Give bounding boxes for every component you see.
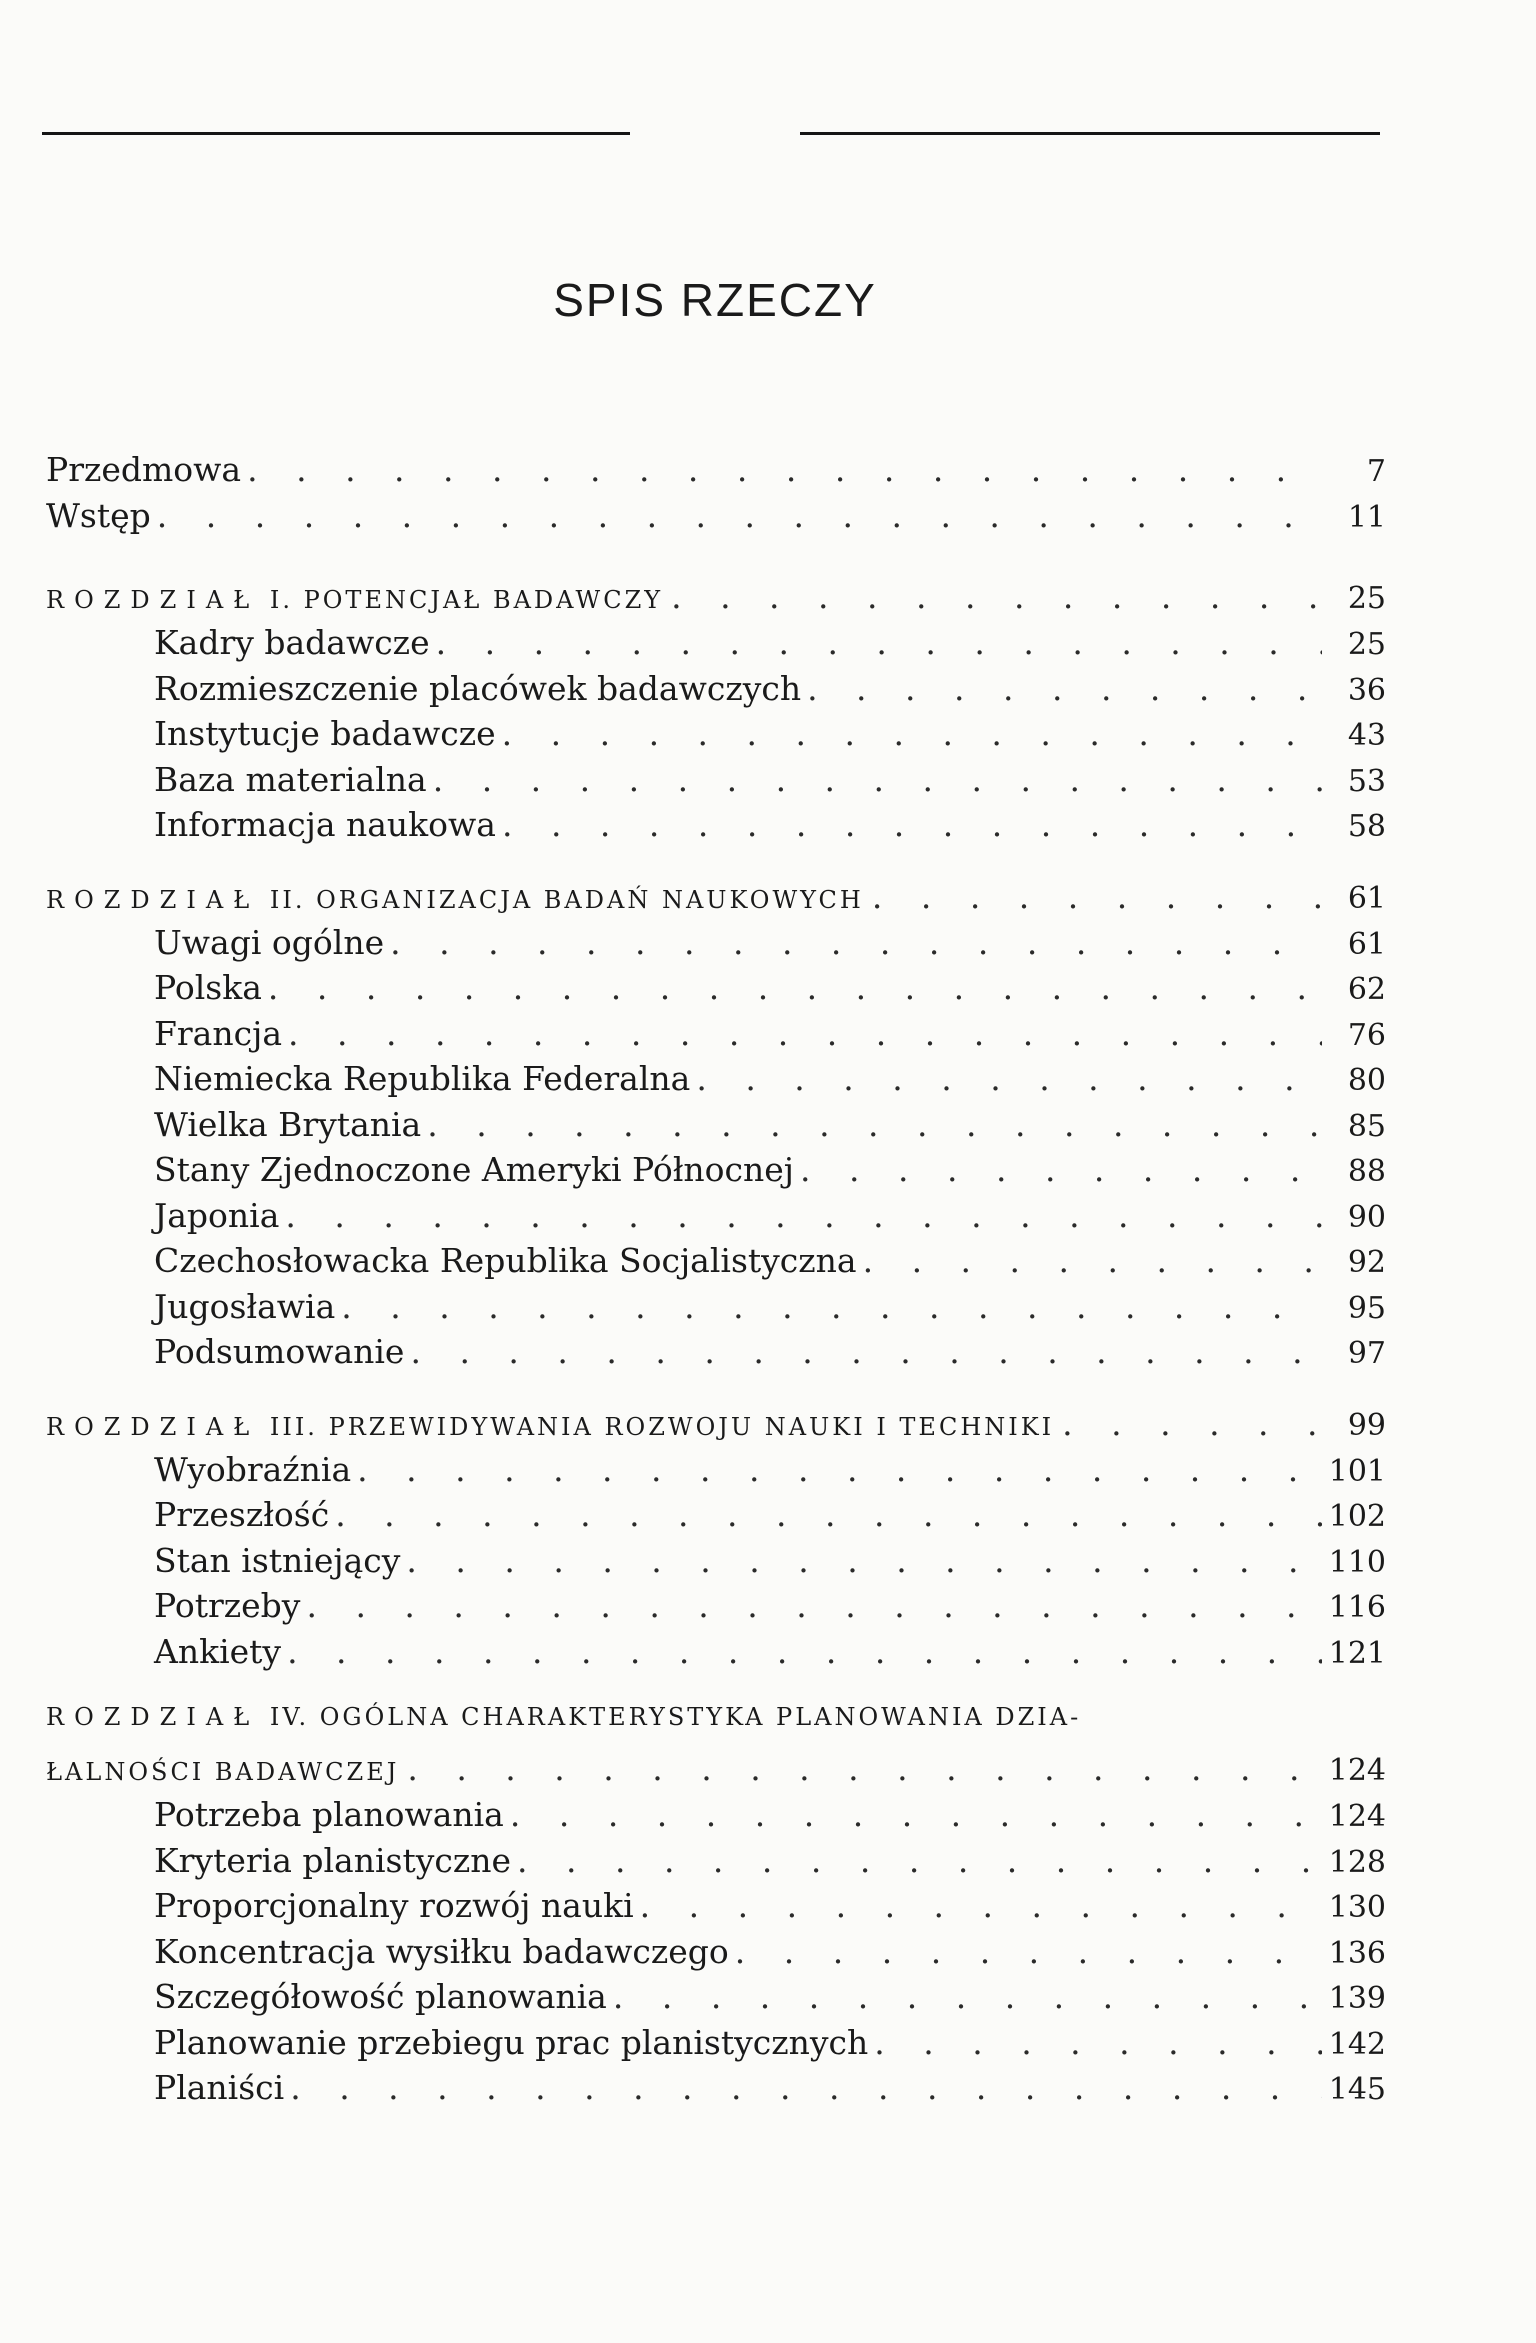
toc-page-number: 92 [1347,1245,1386,1280]
toc-entry[interactable] [46,1241,1386,1287]
toc-page-number: 121 [1328,1635,1386,1671]
toc-entry-label: Potrzeba planowania [154,1795,504,1834]
toc-entry-label: Szczegółowość planowania [154,1977,607,2016]
chapter-prefix: ROZDZIAŁ [46,885,260,914]
toc-page-number: 61 [1347,880,1386,916]
toc-page-number: 58 [1347,809,1386,844]
toc-page-number: 25 [1347,627,1386,662]
toc-entry-label: Ankiety [154,1631,282,1671]
toc-page-number: 53 [1347,763,1386,799]
toc-entry-label: Instytucje badawcze [154,714,496,753]
toc-page-number: 76 [1347,1017,1386,1053]
leader-dots [613,1977,1322,2016]
toc-entry[interactable] [46,669,1386,715]
leader-dots [502,805,1322,844]
chapter-number: I. [269,586,293,614]
toc-entry[interactable] [46,760,1386,806]
leader-dots [410,1332,1322,1371]
toc-entry[interactable] [46,1105,1386,1151]
leader-dots [800,1150,1322,1189]
leader-dots [390,923,1322,962]
leader-dots [406,1541,1322,1580]
toc-page-number: 116 [1328,1590,1386,1625]
toc-entry-label: Planowanie przebiegu prac planistycznych [154,2022,869,2062]
toc-page-number: 61 [1347,926,1386,962]
toc-entry[interactable] [46,1541,1386,1587]
top-rule-left [42,132,630,135]
top-rule-right [800,132,1380,135]
toc-entry-label: Przeszłość [154,1495,330,1534]
toc-entry-label: Wielka Brytania [154,1104,422,1144]
toc-entry-label: Kryteria planistyczne [154,1840,512,1880]
toc-page-number: 136 [1328,1935,1386,1971]
toc-entry-label: Japonia [154,1195,280,1235]
toc-page-number: 128 [1328,1844,1386,1880]
toc-entry[interactable] [46,968,1386,1014]
leader-dots [357,1450,1322,1489]
chapter-prefix: ROZDZIAŁ [46,1412,260,1441]
toc-entry[interactable] [46,1495,1386,1541]
leader-dots [510,1795,1322,1834]
toc-entry-label: Kadry badawcze [154,623,430,662]
leader-dots [502,714,1322,753]
toc-entry-label: Polska [154,968,262,1007]
toc-entry[interactable] [46,1332,1386,1378]
toc-entry[interactable] [46,714,1386,760]
leader-dots [335,1495,1322,1534]
toc-entry[interactable] [46,1841,1386,1887]
toc-page-number: 124 [1328,1799,1386,1834]
leader-dots [288,1014,1322,1053]
leader-dots [407,1749,1322,1788]
toc-page-number: 97 [1347,1336,1386,1371]
toc-page-number: 36 [1347,672,1386,708]
chapter-heading-3[interactable] [46,1404,1386,1450]
chapter-title: ORGANIZACJA BADAŃ NAUKOWYCH [316,885,864,914]
chapter-number: III. [269,1412,318,1441]
toc-page-number: 145 [1328,2072,1386,2107]
toc-entry-label: Francja [154,1013,282,1053]
chapter-title: POTENCJAŁ BADAWCZY [303,586,664,614]
leader-dots [671,577,1322,616]
leader-dots [157,496,1322,535]
toc-entry-przedmowa[interactable] [46,450,1386,496]
leader-dots [436,623,1322,662]
toc-page-number: 62 [1347,972,1386,1007]
toc-entry-wstep[interactable] [46,496,1386,542]
toc-entry[interactable] [46,923,1386,969]
toc-entry-label: Wyobraźnia [154,1449,352,1489]
chapter-heading-1[interactable] [46,577,1386,623]
toc-entry[interactable] [46,1450,1386,1496]
toc-page-number: 110 [1328,1544,1386,1580]
toc-entry[interactable] [46,1977,1386,2023]
toc-entry[interactable] [46,1059,1386,1105]
toc-entry[interactable] [46,1014,1386,1060]
toc-entry-label: Stany Zjednoczone Ameryki Północnej [154,1150,795,1189]
toc-page-number: 99 [1347,1407,1386,1443]
toc-entry[interactable] [46,1196,1386,1242]
leader-dots [696,1059,1322,1098]
toc-entry[interactable] [46,2023,1386,2069]
toc-entry-label: Planiści [154,2068,285,2107]
toc-entry-label: Baza materialna [154,759,427,799]
toc-entry-label: Potrzeby [154,1586,301,1625]
leader-dots [247,450,1322,489]
leader-dots [433,760,1322,799]
leader-dots [807,669,1322,708]
toc-entry[interactable] [46,1586,1386,1632]
toc-page-number: 130 [1328,1890,1386,1925]
toc-entry-label: Jugosławia [154,1286,336,1326]
toc-entry-label: Koncentracja wysiłku badawczego [154,1931,729,1971]
leader-dots [287,1632,1322,1671]
leader-dots [1062,1404,1322,1443]
leader-dots [863,1241,1322,1280]
leader-dots [735,1932,1322,1971]
chapter-prefix: ROZDZIAŁ [46,586,260,614]
chapter-title-line2: ŁALNOŚCI BADAWCZEJ [46,1758,400,1786]
toc-entry[interactable] [46,1632,1386,1678]
toc-entry-label: Proporcjonalny rozwój nauki [154,1886,634,1925]
chapter-title-line1: OGÓLNA CHARAKTERYSTYKA PLANOWANIA DZIA- [319,1703,1082,1731]
toc-page-number: 88 [1347,1154,1386,1189]
chapter-prefix: ROZDZIAŁ [46,1703,260,1731]
toc-entry[interactable] [46,1150,1386,1196]
toc-entry-label: Przedmowa [46,450,242,489]
toc-page-number: 80 [1347,1063,1386,1098]
toc-page-number: 95 [1347,1290,1386,1326]
toc-page-number: 142 [1328,2026,1386,2062]
leader-dots [341,1287,1322,1326]
toc-entry-label: Informacja naukowa [154,805,496,844]
toc-page-number: 25 [1347,581,1386,616]
leader-dots [268,968,1322,1007]
chapter-title: PRZEWIDYWANIA ROZWOJU NAUKI I TECHNIKI [328,1412,1055,1441]
leader-dots [306,1586,1322,1625]
toc-entry-label: Niemiecka Republika Federalna [154,1059,691,1098]
leader-dots [640,1886,1322,1925]
toc-entry[interactable] [46,1886,1386,1932]
toc-entry[interactable] [46,1795,1386,1841]
chapter-number: IV. [269,1703,310,1731]
chapter-heading-4[interactable] [46,1703,1386,1795]
table-of-contents [46,450,1386,2114]
leader-dots [285,1196,1322,1235]
toc-page-number: 139 [1328,1981,1386,2016]
toc-entry[interactable] [46,2068,1386,2114]
toc-page-number: 102 [1328,1499,1386,1534]
toc-page-number: 90 [1347,1199,1386,1235]
leader-dots [872,877,1322,916]
toc-entry-label: Stan istniejący [154,1540,401,1580]
leader-dots [427,1105,1322,1144]
toc-entry-label: Rozmieszczenie placówek badawczych [154,668,802,708]
leader-dots [874,2023,1322,2062]
chapter-number: II. [269,885,306,914]
toc-page-number: 11 [1347,499,1386,535]
toc-page-number: 85 [1347,1108,1386,1144]
toc-entry-label: Czechosłowacka Republika Socjalistyczna [154,1241,857,1280]
toc-entry[interactable] [46,805,1386,851]
toc-entry[interactable] [46,1932,1386,1978]
chapter-heading-2[interactable] [46,877,1386,923]
leader-dots [517,1841,1322,1880]
toc-page-number: 124 [1328,1753,1386,1788]
toc-entry[interactable] [46,1287,1386,1333]
toc-page-number: 7 [1366,454,1386,489]
toc-page-number: 43 [1347,718,1386,753]
leader-dots [290,2068,1322,2107]
page-title: SPIS RZECZY [553,273,877,326]
toc-entry[interactable] [46,623,1386,669]
toc-entry-label: Podsumowanie [154,1332,405,1371]
toc-entry-label: Uwagi ogólne [154,922,385,962]
toc-page-number: 101 [1328,1453,1386,1489]
toc-entry-label: Wstęp [46,495,151,535]
